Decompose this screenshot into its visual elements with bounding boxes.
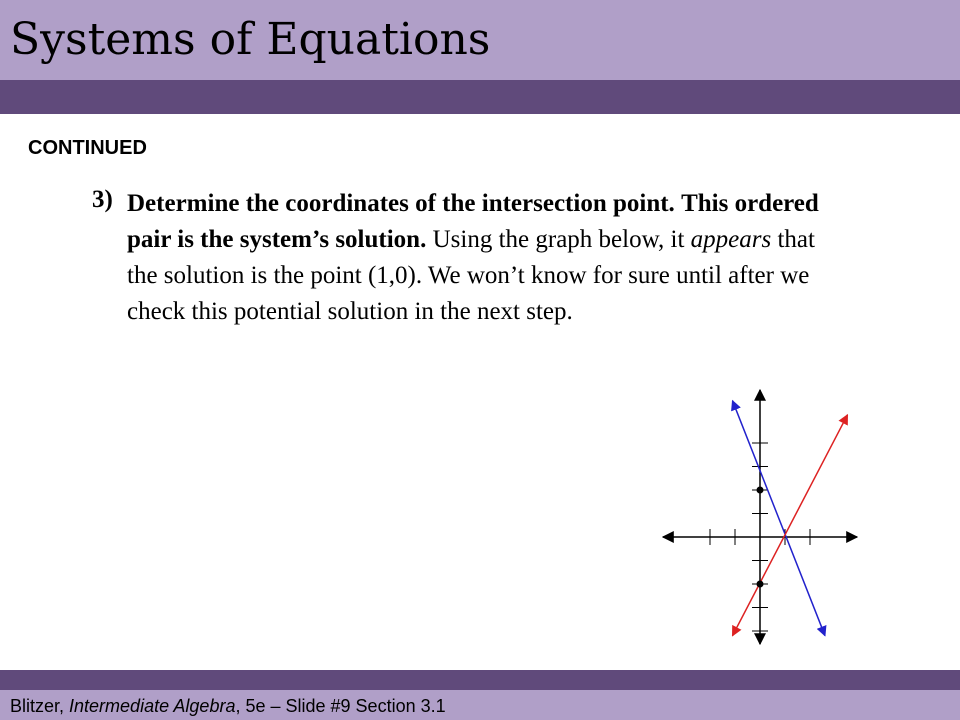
emphasis-word: appears [690,226,772,253]
footer-citation [10,696,446,717]
footer-author: Blitzer, [10,696,70,716]
series-line-2 [733,415,848,636]
intercept-point-2 [757,581,764,588]
system-graph [655,382,870,652]
continued-label: CONTINUED [28,137,147,159]
step-number: 3) [92,186,113,213]
bold-sentence-1: Determine the coordinates of the intersection point. [127,190,675,217]
bold-sentence-2: This ordered pair is the system’s solution. [127,190,819,253]
text-part-2: that the solution is the point (1,0). We won’t know for sure until after we check this potential solution in the next step. [127,226,815,325]
graph-lines [733,401,848,636]
series-line-1 [733,401,826,636]
footer-stripe [0,670,960,690]
title-stripe [0,80,960,114]
axes [663,390,857,644]
intercept-point-1 [757,487,764,494]
slide-title: Systems of Equations [10,14,491,65]
text-part-1: Using the graph below, it [426,226,691,253]
footer-edition: , 5e – Slide #9 Section 3.1 [235,696,446,716]
footer-book-title: Intermediate Algebra [69,696,236,716]
step-body [127,186,837,330]
